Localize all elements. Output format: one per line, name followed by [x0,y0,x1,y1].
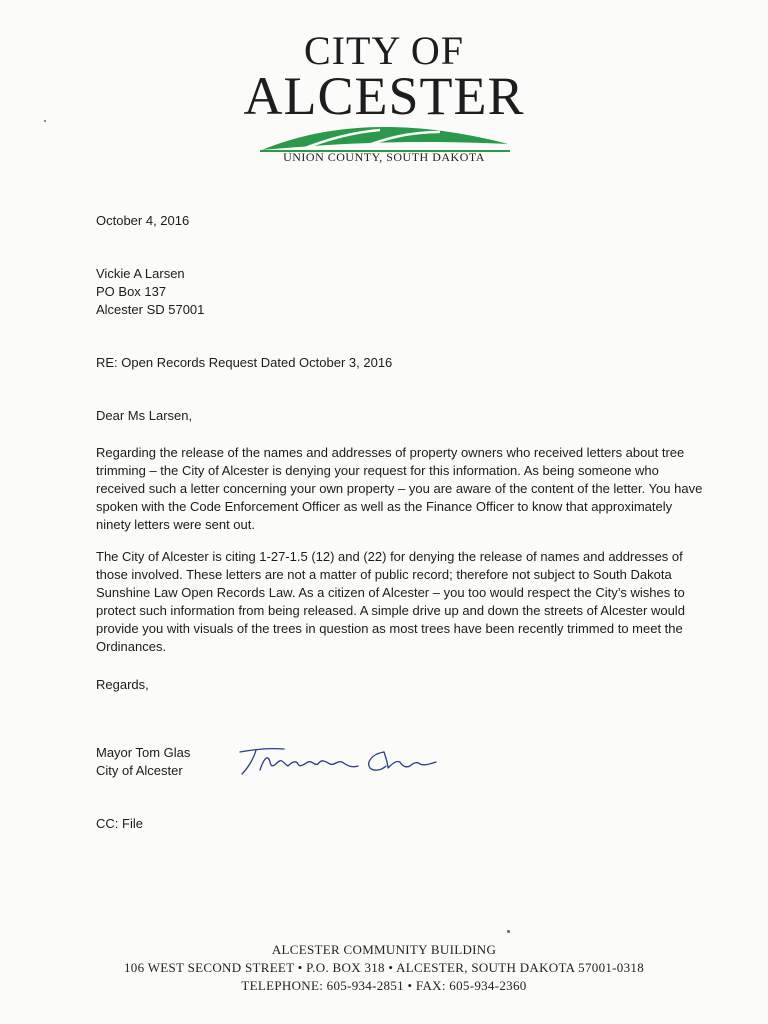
handwritten-signature [234,740,444,784]
recipient-name: Vickie A Larsen [96,266,185,281]
letter-date: October 4, 2016 [96,213,190,228]
scan-speck [507,930,510,933]
body-paragraph-2: The City of Alcester is citing 1-27-1.5 (12) and (22) for denying the release of names and addresses of those involved. These letters are not a matter of public record; therefore not subject to South Dakota Sunshine Law Open Records Law. As a citizen of Alcester – you too would respect the City’s wishes to protect such information from being released. A simple drive up and down the streets of Alcester would provide you with visuals of the trees in question as most trees have been recently trimmed to meet the Ordinances. [96,549,685,654]
closing: Regards, [96,677,149,692]
footer-line2: 106 WEST SECOND STREET • P.O. BOX 318 • ALCESTER, SOUTH DAKOTA 57001-0318 [123,960,645,975]
sender-organization: City of Alcester [96,763,183,778]
city-of-heading: CITY OF [304,28,464,73]
city-name-heading: ALCESTER [243,66,525,126]
sender-name: Mayor Tom Glas [96,745,191,760]
salutation: Dear Ms Larsen, [96,408,193,423]
scan-speck [44,120,46,122]
subject-line: RE: Open Records Request Dated October 3, 2016 [96,355,393,370]
hills-logo-icon [260,120,510,154]
recipient-address-line2: Alcester SD 57001 [96,302,205,317]
footer-line3: TELEPHONE: 605-934-2851 • FAX: 605-934-2360 [241,978,527,993]
recipient-address-line1: PO Box 137 [96,284,167,299]
footer-line1: ALCESTER COMMUNITY BUILDING [271,942,497,957]
body-paragraph-1: Regarding the release of the names and addresses of property owners who received letters about tree trimming – the City of Alcester is denying your request for this information. As being someone who received such a letter concerning your own property – you are aware of the content of the letter. You have spoken with the Code Enforcement Officer as well as the Finance Officer to know that approximately ninety letters were sent out. [96,445,703,532]
cc-line: CC: File [96,816,143,831]
county-subheading: UNION COUNTY, SOUTH DAKOTA [283,150,485,164]
